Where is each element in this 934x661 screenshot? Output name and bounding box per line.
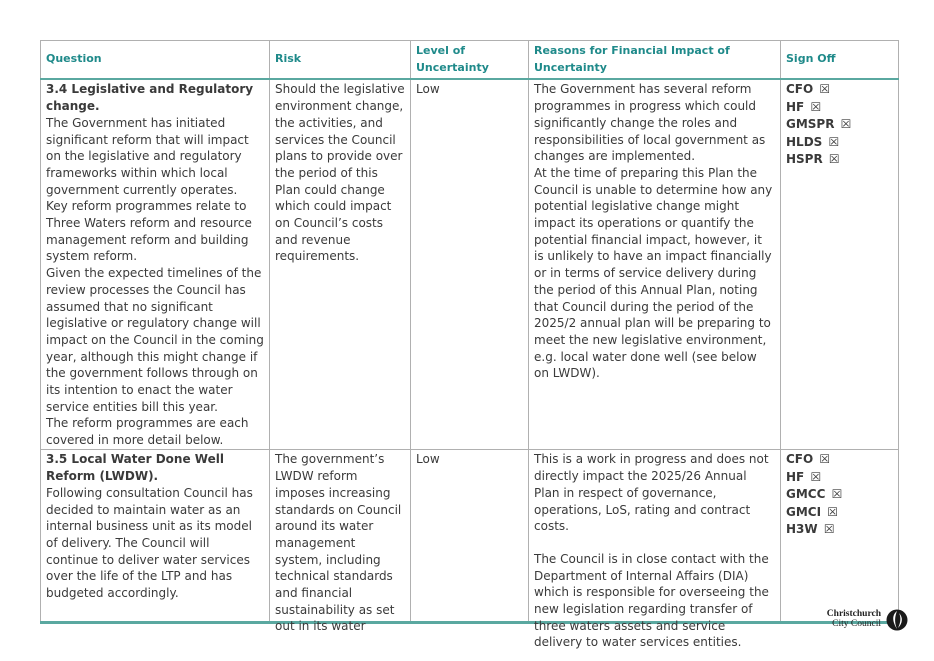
logo-mark-icon [886, 609, 908, 631]
risk-cell [270, 450, 411, 634]
header-question: Question [41, 41, 270, 80]
risk-text: Should the legislative environment change, the activities, and services the Council plans to provide over the period of this Plan could change which could impact on Council’s costs and revenue requirements. [275, 82, 405, 264]
signoff-role: GMCC [786, 487, 826, 502]
signoff-role: H3W [786, 522, 818, 537]
reasons-paragraph: This is a work in progress and does not directly impact the 2025/26 Annual Plan in respect of governance, operations, LoS, rating and contract costs. [534, 452, 769, 534]
header-signoff: Sign Off [781, 41, 899, 80]
signoff-item [786, 504, 893, 522]
question-title: 3.5 Local Water Done Well Reform (LWDW). [46, 452, 224, 484]
question-title: 3.4 Legislative and Regulatory change. [46, 82, 254, 114]
uncertainty-cell [411, 450, 529, 623]
header-reasons: Reasons for Financial Impact of Uncertainty [529, 41, 781, 80]
question-paragraph: Key reform programmes relate to Three Waters reform and resource management reform and building system reform. [46, 199, 252, 264]
reasons-paragraph: The Council is in close contact with the Department of Internal Affairs (DIA) which is responsible for overseeing the new legislation regarding transfer of three waters assets and service delivery to water services entities. [534, 551, 769, 650]
uncertainty-level: Low [416, 452, 440, 467]
signoff-item [786, 81, 893, 99]
checkbox-checked-icon[interactable]: ☒ [810, 99, 822, 114]
signoff-item [786, 521, 893, 539]
signoff-role: HF [786, 99, 805, 114]
signoff-item [786, 99, 893, 117]
question-paragraph: The Government has initiated significant reform that will impact on the legislative and regulatory frameworks within which local government currently operates. [46, 115, 249, 197]
uncertainty-cell [411, 79, 529, 450]
signoff-cell [781, 79, 899, 450]
header-uncertainty: Level of Uncertainty [411, 41, 529, 80]
table-header-row [41, 41, 899, 80]
signoff-role: CFO [786, 82, 814, 97]
question-paragraph: Given the expected timelines of the review processes the Council has assumed that no significant legislative or regulatory change will impact on the Council in the coming year, although this might change if the government follows through on its intention to enact the water service entities bill this year. [46, 266, 264, 414]
signoff-role: HLDS [786, 134, 823, 149]
checkbox-checked-icon[interactable]: ☒ [819, 452, 831, 467]
reasons-cell [529, 450, 781, 650]
checkbox-checked-icon[interactable]: ☒ [823, 522, 835, 537]
signoff-role: GMSPR [786, 117, 835, 132]
signoff-item [786, 451, 893, 469]
logo-line1: Christchurch [826, 609, 881, 619]
uncertainty-level: Low [416, 82, 440, 97]
signoff-role: GMCI [786, 504, 822, 519]
paragraph-gap [534, 535, 775, 551]
signoff-role: HSPR [786, 152, 823, 167]
checkbox-checked-icon[interactable]: ☒ [819, 82, 831, 97]
question-cell [41, 79, 270, 450]
council-logo [822, 609, 908, 633]
risk-text: The government’s LWDW reform imposes increasing standards on Council around its water management system, including technical standards and financial sustainability as set out in its water [275, 452, 402, 634]
signoff-cell [781, 450, 899, 623]
checkbox-checked-icon[interactable]: ☒ [828, 152, 840, 167]
signoff-item [786, 151, 893, 169]
signoff-role: HF [786, 469, 805, 484]
checkbox-checked-icon[interactable]: ☒ [840, 117, 852, 132]
question-paragraph: The reform programmes are each covered in more detail below. [46, 416, 249, 448]
checkbox-checked-icon[interactable]: ☒ [831, 487, 843, 502]
signoff-item [786, 469, 893, 487]
question-paragraph: Following consultation Council has decided to maintain water as an internal business unit as its model of delivery. The Council will continue to deliver water services over the life of the LTP and has budgeted accordingly. [46, 485, 253, 601]
reasons-paragraph: The Government has several reform programmes in progress which could significantly change the roles and responsibilities of local government as changes are implemented. [534, 82, 766, 164]
checkbox-checked-icon[interactable]: ☒ [828, 134, 840, 149]
checkbox-checked-icon[interactable]: ☒ [810, 469, 822, 484]
table-row [41, 450, 899, 623]
signoff-item [786, 116, 893, 134]
reasons-cell [529, 79, 781, 450]
table-row [41, 79, 899, 450]
signoff-item [786, 134, 893, 152]
signoff-item [786, 486, 893, 504]
checkbox-checked-icon[interactable]: ☒ [827, 504, 839, 519]
header-risk: Risk [270, 41, 411, 80]
logo-text [827, 609, 881, 629]
risk-cell [270, 79, 411, 450]
risk-table [40, 40, 899, 650]
logo-line2: City Council [832, 619, 881, 629]
question-cell [41, 450, 270, 623]
signoff-role: CFO [786, 452, 814, 467]
reasons-paragraph: At the time of preparing this Plan the Council is unable to determine how any potential legislative change might impact its operations or quantify the potential financial impact, however, it is unlikely to have an impact financially or in terms of service delivery during the period of this Annual Plan, noting that Council during the period of the 2025/2 annual plan will be preparing to meet the new legislative environment, e.g. local water done well (see below on LWDW). [534, 165, 773, 381]
